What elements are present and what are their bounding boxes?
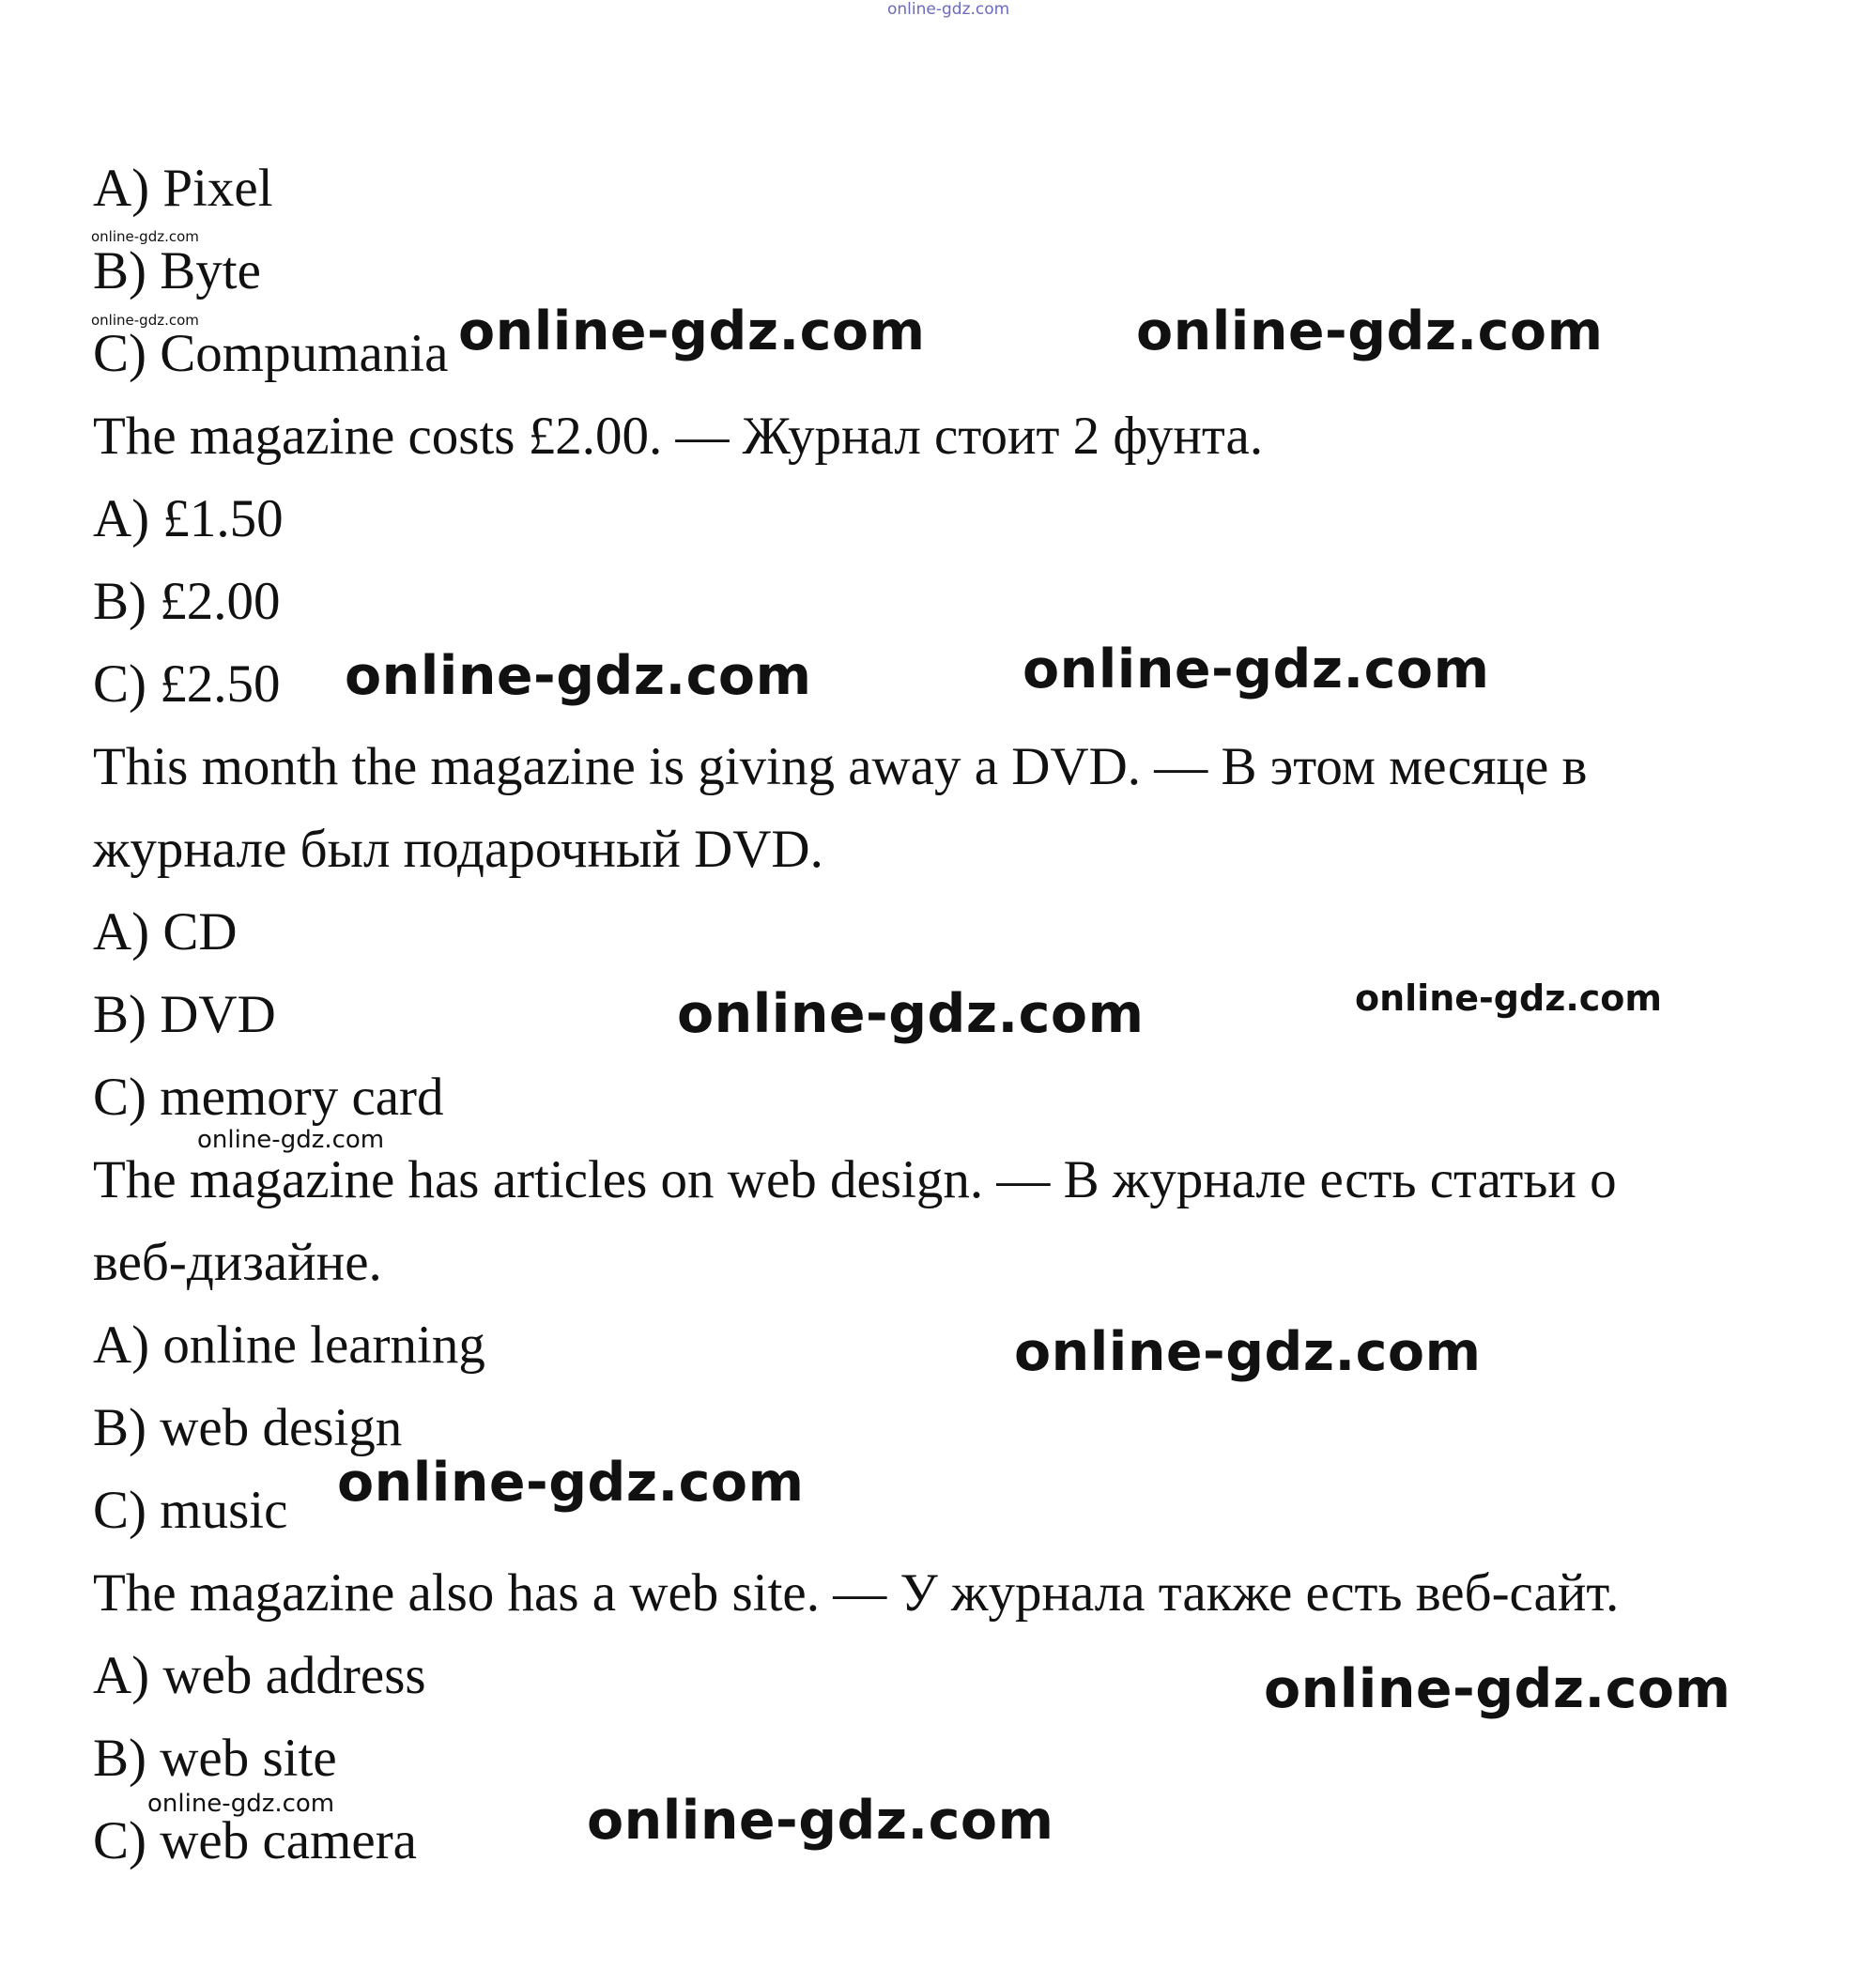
watermark: online-gdz.com <box>147 1790 335 1818</box>
watermark: online-gdz.com <box>458 300 926 362</box>
watermark: online-gdz.com <box>587 1790 1054 1852</box>
watermark: online-gdz.com <box>197 1126 385 1154</box>
option-b-web-site: B) web site <box>93 1729 337 1788</box>
option-a-online-learning: A) online learning <box>93 1316 485 1375</box>
watermark: online-gdz.com <box>1264 1658 1731 1720</box>
statement-dvd-line-1: This month the magazine is giving away a DVD. — В этом месяце в <box>93 737 1588 796</box>
statement-dvd-line-2: журнале был подарочный DVD. <box>93 820 823 879</box>
watermark: online-gdz.com <box>337 1452 805 1514</box>
statement-web-site: The magazine also has a web site. — У журнала также есть веб-сайт. <box>93 1563 1620 1623</box>
option-a-cd: A) CD <box>93 902 238 962</box>
option-a-price: A) £1.50 <box>93 489 284 548</box>
statement-cost: The magazine costs £2.00. — Журнал стоит 2 фунта. <box>93 407 1264 466</box>
option-b-price: B) £2.00 <box>93 572 281 631</box>
statement-web-design-line-2: веб-дизайне. <box>93 1233 382 1292</box>
statement-web-design-line-1: The magazine has articles on web design. — В журнале есть статьи о <box>93 1150 1617 1209</box>
watermark: online-gdz.com <box>91 228 199 245</box>
option-c-compumania: C) Compumania <box>93 324 449 383</box>
option-b-web-design: B) web design <box>93 1398 403 1457</box>
watermark: online-gdz.com <box>1355 977 1662 1019</box>
option-c-web-camera: C) web camera <box>93 1811 417 1870</box>
option-a-web-address: A) web address <box>93 1646 426 1705</box>
watermark: online-gdz.com <box>91 312 199 329</box>
option-a-pixel: A) Pixel <box>93 159 273 218</box>
header-watermark: online-gdz.com <box>887 0 1010 19</box>
watermark: online-gdz.com <box>677 983 1145 1045</box>
option-b-byte: B) Byte <box>93 241 261 300</box>
option-c-music: C) music <box>93 1481 288 1540</box>
watermark: online-gdz.com <box>1014 1321 1482 1383</box>
watermark: online-gdz.com <box>1136 300 1604 362</box>
watermark: online-gdz.com <box>1023 639 1490 700</box>
option-c-price: C) £2.50 <box>93 654 281 714</box>
option-b-dvd: B) DVD <box>93 985 276 1044</box>
option-c-memory-card: C) memory card <box>93 1068 444 1127</box>
watermark: online-gdz.com <box>345 645 812 707</box>
